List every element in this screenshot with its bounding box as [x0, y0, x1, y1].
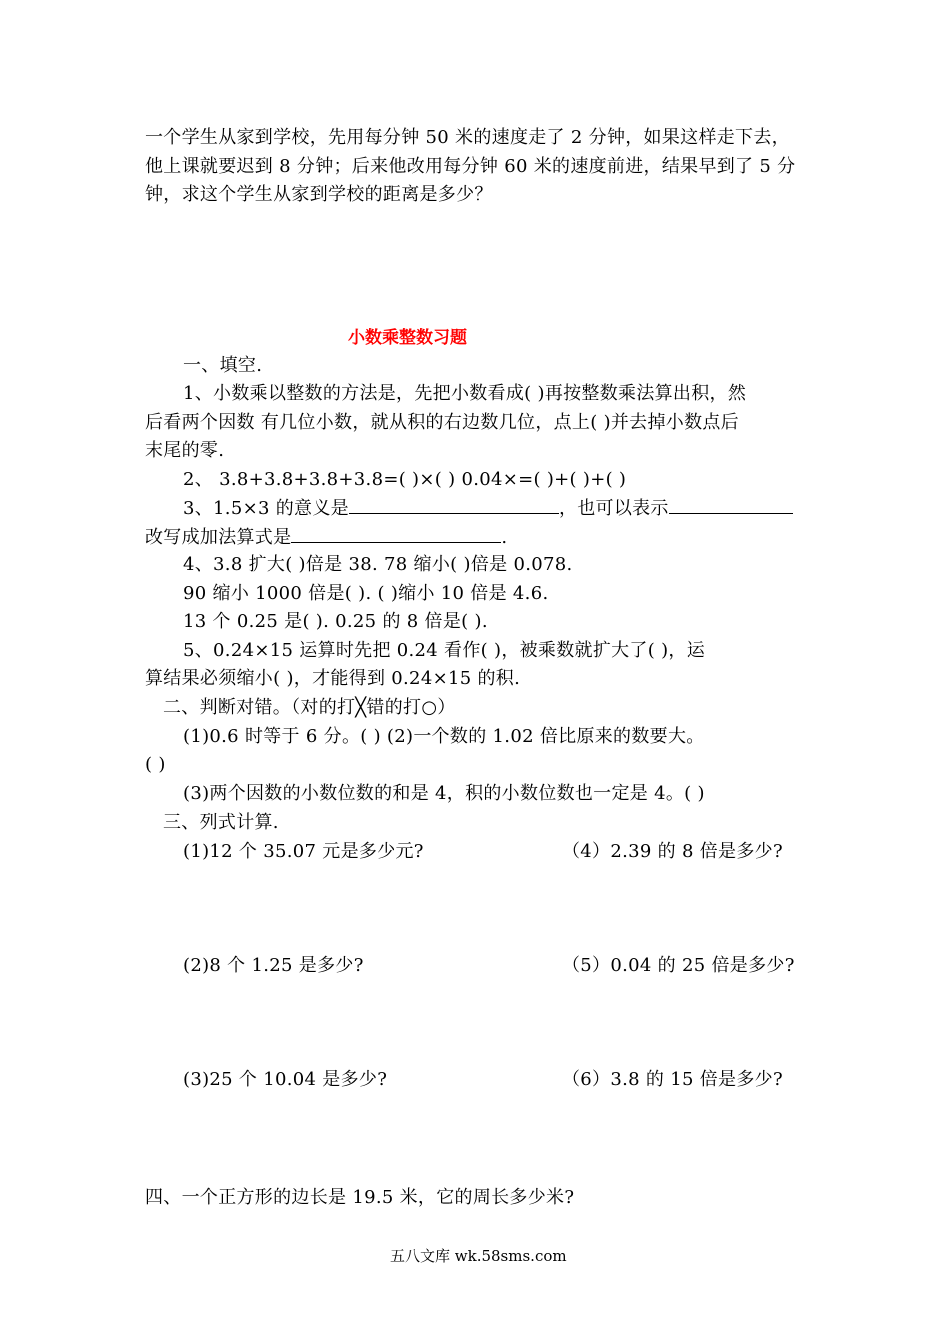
- q4-line-1: 4、3.8 扩大( )倍是 38. 78 缩小( )倍是 0.078.: [183, 554, 573, 575]
- q1-line-1: 1、小数乘以整数的方法是，先把小数看成( )再按整数乘法算出积，然: [183, 383, 747, 404]
- section2-heading: 二、判断对错。（对的打╳错的打○）: [163, 697, 456, 718]
- q2-line: 2、 3.8+3.8+3.8+3.8=( )×( ) 0.04×=( )+( )+( ): [183, 469, 627, 490]
- footer-watermark: 五八文库 wk.58sms.com: [390, 1247, 567, 1265]
- q1-line-3: 末尾的零.: [145, 440, 225, 461]
- calc-item-5: （5）0.04 的 25 倍是多少?: [562, 955, 795, 976]
- intro-line-2: 他上课就要迟到 8 分钟；后来他改用每分钟 60 米的速度前进，结果早到了 5 分: [145, 156, 796, 177]
- q5-line-1: 5、0.24×15 运算时先把 0.24 看作( )，被乘数就扩大了( )，运: [183, 640, 705, 661]
- q3-text-d: .: [501, 527, 508, 548]
- calc-item-6: （6）3.8 的 15 倍是多少?: [562, 1069, 783, 1090]
- intro-line-3: 钟，求这个学生从家到学校的距离是多少？: [145, 184, 493, 205]
- q1-line-2: 后看两个因数 有几位小数，就从积的右边数几位，点上( )并去掉小数点后: [145, 412, 739, 433]
- calc-item-3: (3)25 个 10.04 是多少?: [183, 1069, 388, 1090]
- q3-text-c: 改写成加法算式是: [145, 527, 292, 548]
- q3-blank-3: [291, 526, 501, 543]
- calc-item-4: （4）2.39 的 8 倍是多少?: [562, 841, 783, 862]
- q4-line-2: 90 缩小 1000 倍是( ). ( )缩小 10 倍是 4.6.: [183, 583, 549, 604]
- calc-item-1: (1)12 个 35.07 元是多少元?: [183, 841, 424, 862]
- tf-q3: (3)两个因数的小数位数的和是 4，积的小数位数也一定是 4。( ): [183, 783, 705, 804]
- q4-line-3: 13 个 0.25 是( ). 0.25 的 8 倍是( ).: [183, 611, 488, 632]
- section3-heading: 三、列式计算.: [163, 812, 279, 833]
- intro-line-1: 一个学生从家到学校，先用每分钟 50 米的速度走了 2 分钟，如果这样走下去，: [145, 127, 790, 148]
- square-problem-text: 四、一个正方形的边长是 19.5 米，它的周长多少米?: [145, 1187, 575, 1208]
- page-title: 小数乘整数习题: [348, 328, 467, 348]
- section1-heading: 一、填空.: [183, 355, 263, 376]
- q5-line-2: 算结果必须缩小( )，才能得到 0.24×15 的积.: [145, 668, 521, 689]
- q3-text-b: ，也可以表示: [558, 498, 669, 519]
- q3-line-1: [183, 497, 793, 520]
- tf-q1-continued: ( ): [145, 754, 166, 775]
- q3-blank-2: [669, 497, 793, 514]
- tf-q1: (1)0.6 时等于 6 分。( ) (2)一个数的 1.02 倍比原来的数要大。: [183, 726, 705, 747]
- q3-line-2: [145, 526, 507, 549]
- calc-item-2: (2)8 个 1.25 是多少?: [183, 955, 364, 976]
- q3-blank-1: [349, 497, 559, 514]
- q3-text-a: 3、1.5×3 的意义是: [183, 498, 349, 519]
